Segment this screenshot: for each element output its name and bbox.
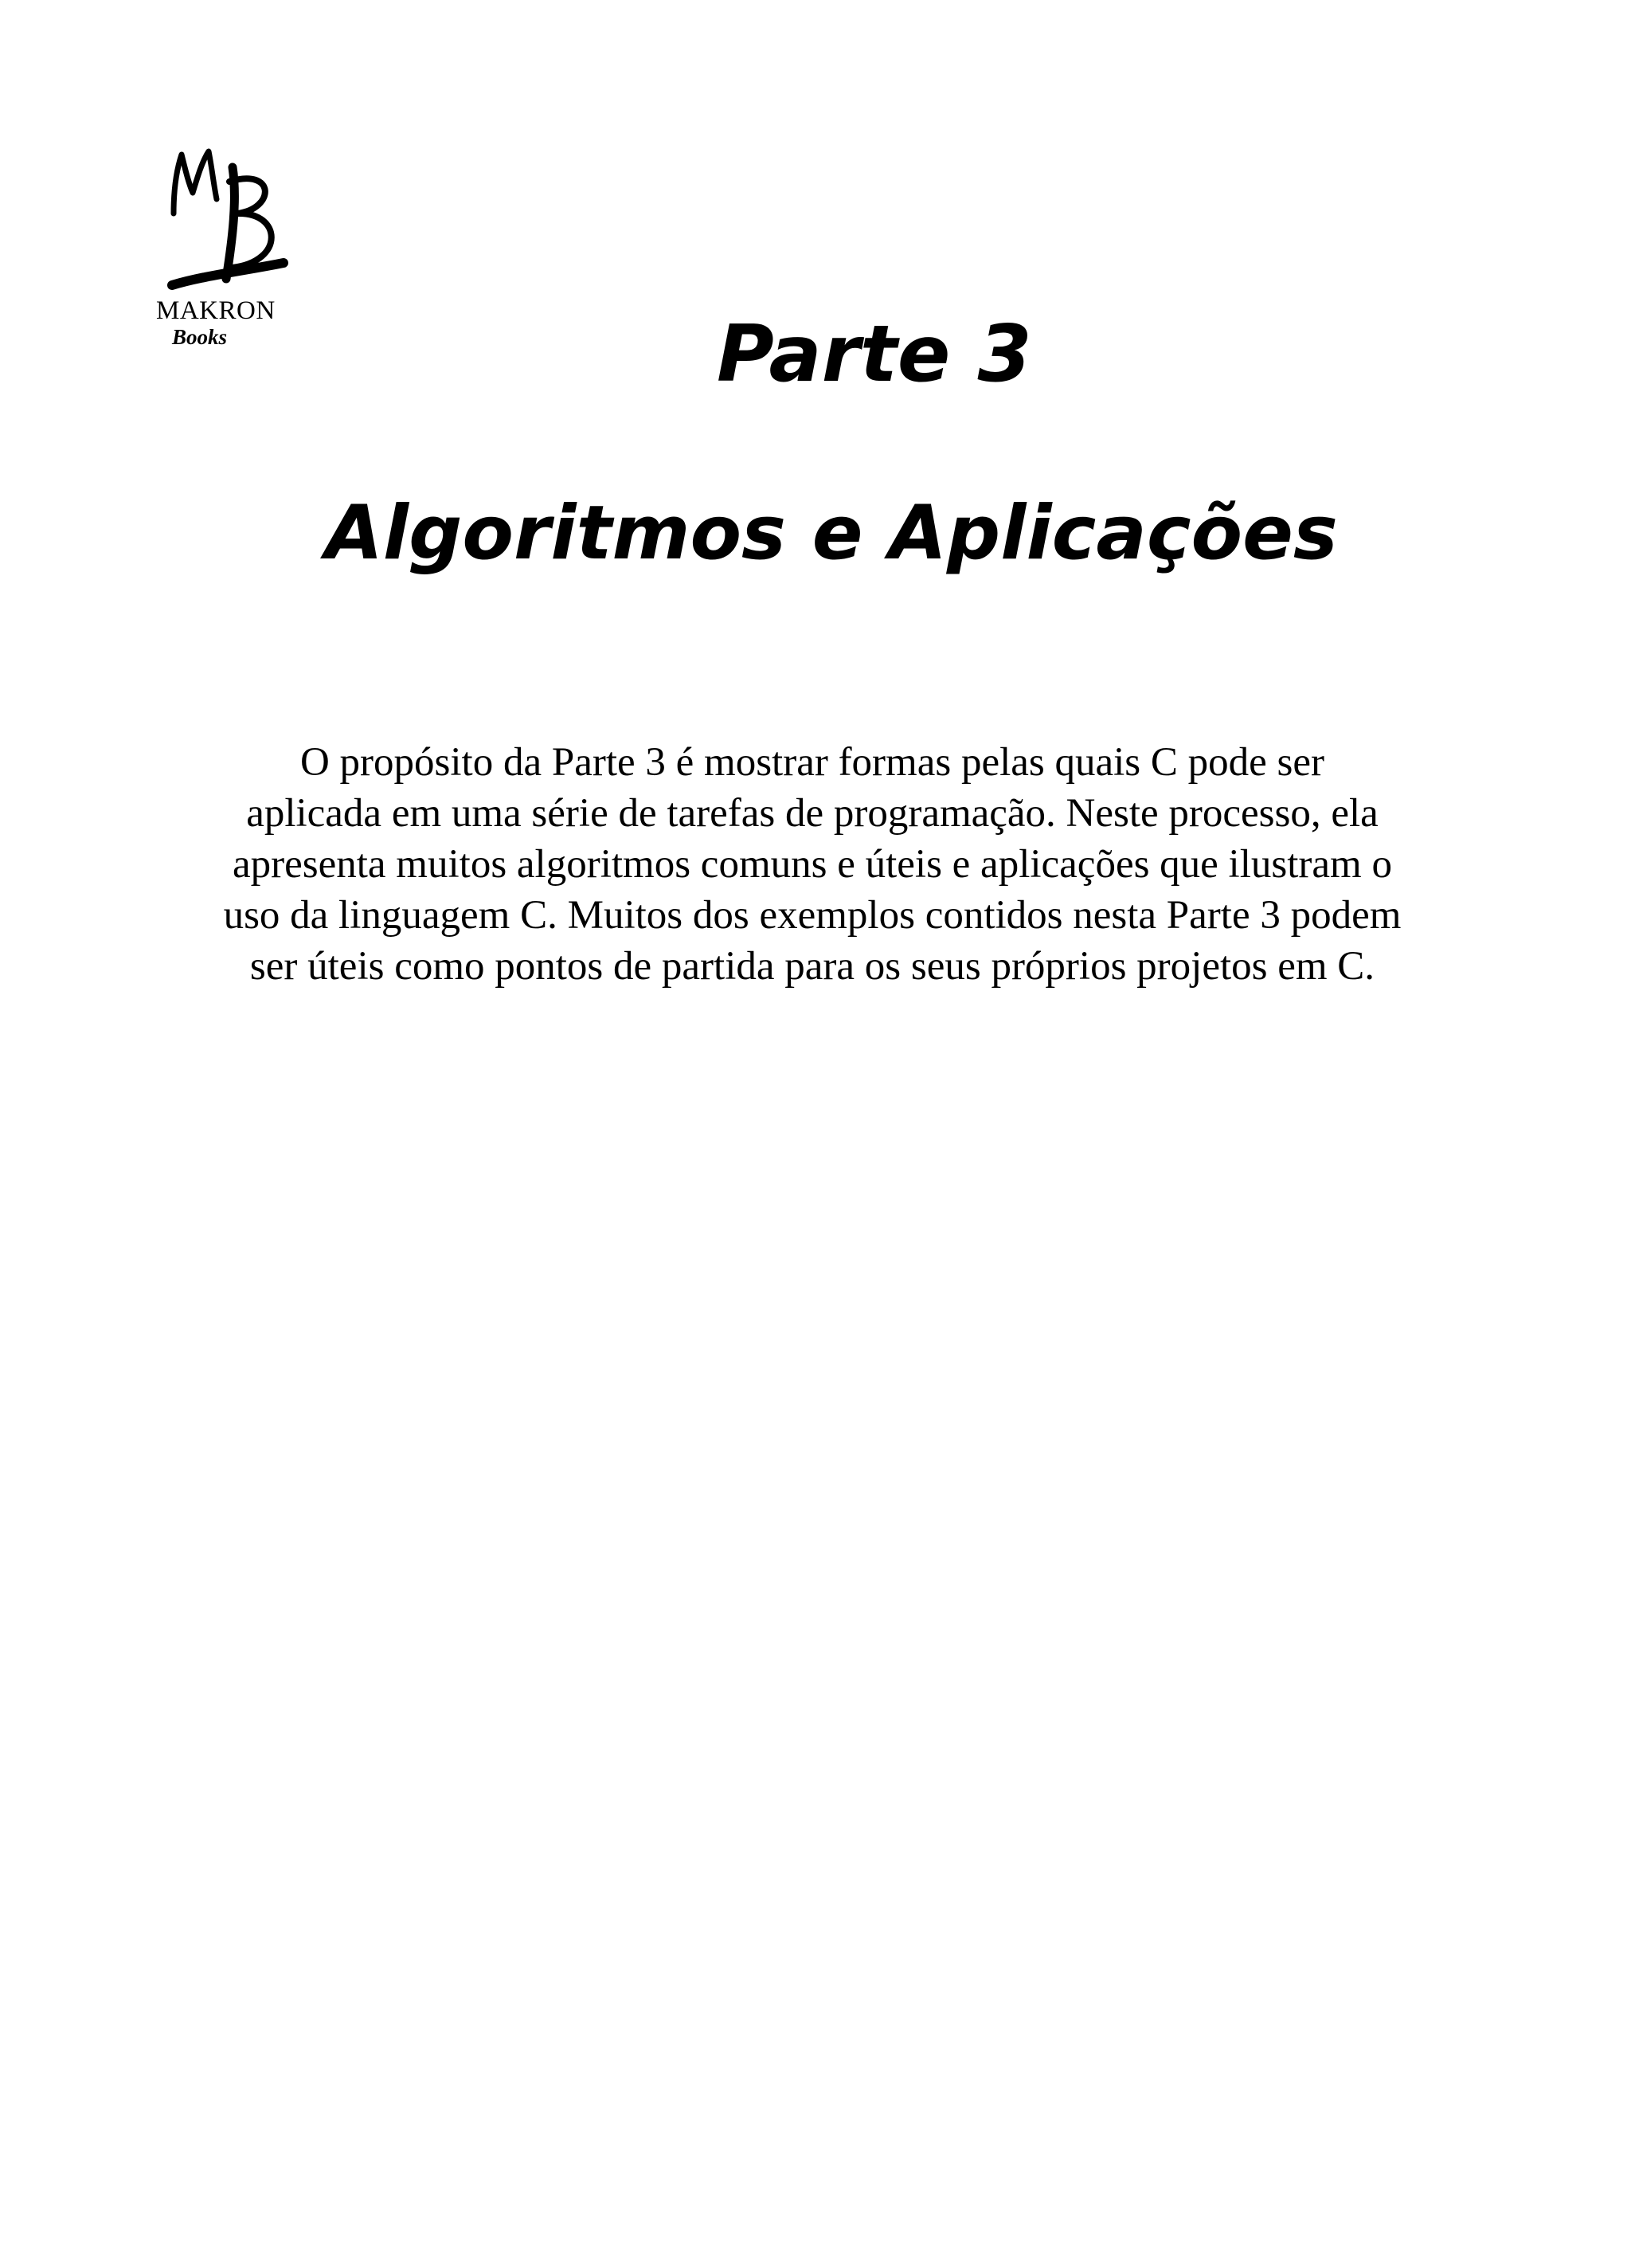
intro-line: ser úteis como pontos de partida para os seus próprios projetos em C. <box>249 944 1375 989</box>
part-label: Parte 3 <box>717 309 1032 400</box>
publisher-name: MAKRON <box>156 296 276 325</box>
intro-line: aplicada em uma série de tarefas de programação. Neste processo, ela <box>246 791 1379 836</box>
intro-line: O propósito da Parte 3 é mostrar formas pelas quais C pode ser <box>299 740 1325 785</box>
part-title: Algoritmos e Aplicações <box>325 490 1338 577</box>
intro-paragraph <box>171 737 1453 992</box>
mb-monogram-icon <box>156 119 291 303</box>
publisher-imprint: Books <box>172 325 228 349</box>
intro-line: apresenta muitos algoritmos comuns e úteis e aplicações que ilustram o <box>233 842 1392 887</box>
intro-line: uso da linguagem C. Muitos dos exemplos contidos nesta Parte 3 podem <box>223 893 1402 938</box>
publisher-logo <box>156 119 299 349</box>
